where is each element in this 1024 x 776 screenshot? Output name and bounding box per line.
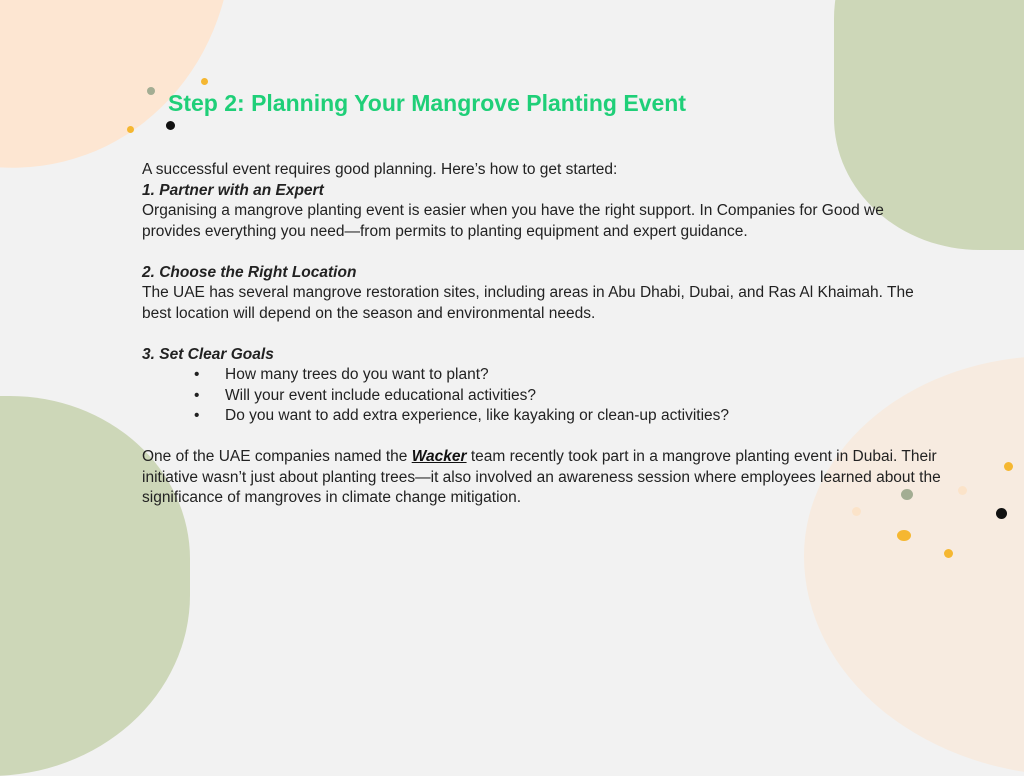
decor-dot-orange (127, 126, 134, 133)
decor-dot-sage (147, 87, 155, 95)
decor-dot-orange (1004, 462, 1013, 471)
spacer (142, 324, 942, 345)
section-heading-location: 2. Choose the Right Location (142, 263, 357, 281)
list-item (142, 365, 942, 386)
slide-body (142, 160, 942, 509)
section-body-partner: Organising a mangrove planting event is easier when you have the right support. In Companies for Good we provides everything you need—from permits to planting equipment and expert guidance. (142, 202, 884, 240)
bullet-glyph: • (194, 407, 200, 424)
decor-dot-orange (201, 78, 208, 85)
decor-dot-black (996, 508, 1007, 519)
closing-text-before: One of the UAE companies named the (142, 448, 412, 465)
decor-dot-orange (944, 549, 953, 558)
slide-title: Step 2: Planning Your Mangrove Planting Event (168, 90, 686, 116)
list-item-text: How many trees do you want to plant? (225, 366, 489, 383)
list-item-text: Do you want to add extra experience, like kayaking or clean-up activities? (225, 407, 730, 424)
list-item (142, 406, 942, 427)
intro-text: A successful event requires good planning. Here’s how to get started: (142, 161, 618, 178)
spacer (142, 242, 942, 263)
decor-dot-orange (897, 530, 911, 541)
bullet-glyph: • (194, 366, 200, 383)
list-item (142, 386, 942, 407)
decor-dot-peach (958, 486, 967, 495)
closing-paragraph (142, 447, 942, 509)
section-heading-goals: 3. Set Clear Goals (142, 345, 274, 363)
closing-text-after: team recently took part in a mangrove planting event in Dubai. Their initiative wasn’t just about planting trees—it also involved an awareness session where employees learned about the significance of mangroves in climate change mitigation. (142, 448, 941, 506)
spacer (142, 427, 942, 448)
goals-list (142, 365, 942, 427)
bullet-glyph: • (194, 386, 200, 404)
wacker-link[interactable]: Wacker (411, 448, 467, 465)
list-item-text: Will your event include educational activities? (225, 386, 537, 404)
decor-dot-black (166, 121, 175, 130)
section-body-location: The UAE has several mangrove restoration sites, including areas in Abu Dhabi, Dubai, and Ras Al Khaimah. The best location will depend on the season and environmental needs. (142, 284, 914, 322)
section-heading-partner: 1. Partner with an Expert (142, 181, 324, 199)
